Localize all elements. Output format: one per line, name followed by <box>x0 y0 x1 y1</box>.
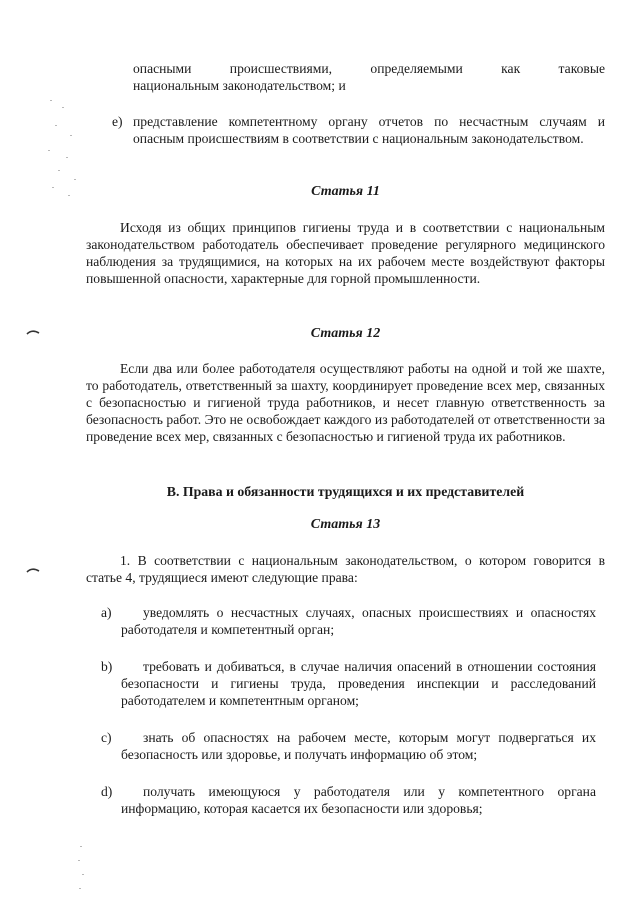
item-d-label: d) <box>101 784 113 799</box>
article-12-heading: Статья 12 <box>310 326 381 341</box>
intro-line-1: опасными происшествиями, определяемыми как таковые <box>133 61 605 76</box>
item-e-label: e) <box>112 114 123 129</box>
item-b-text: требовать и добиваться, в случае наличия опасений в отношении состояния безопасности и гигиены труда, проведения инспекции и расследований работодателем и компетентным органом; <box>121 659 596 708</box>
scan-noise <box>40 840 90 900</box>
item-e-text: представление компетентному органу отчетов по несчастным случаям и опасным происшествиям в соответствии с национальным законодательством. <box>133 114 605 146</box>
item-d-text: получать имеющуюся у работодателя или у компетентного органа информацию, которая касается их безопасности или здоровья; <box>121 784 596 816</box>
item-a-label: a) <box>101 605 112 620</box>
item-c-text: знать об опасностях на рабочем месте, которым могут подвергаться их безопасность или здоровье, и получать информацию об этом; <box>121 730 596 762</box>
intro-line-2: национальным законодательством; и <box>133 78 346 93</box>
item-a-text: уведомлять о несчастных случаях, опасных происшествиях и опасностях работодателя и компетентный орган; <box>121 605 596 637</box>
article-13-intro: 1. В соответствии с национальным законодательством, о котором говорится в статье 4, трудящиеся имеют следующие права: <box>86 553 605 585</box>
item-b-label: b) <box>101 659 113 674</box>
hole-punch-mark <box>26 566 40 574</box>
article-12-text: Если два или более работодателя осуществляют работы на одной и той же шахте, то работодатель, ответственный за шахту, координирует проведение всех мер, связанных с безопасностью и гигиеной труда работников, и несет главную ответственность за безопасность работ. Это не освобождает каждого из работодателей от ответственности за проведение всех мер, связанных с безопасностью и гигиеной труда их работников. <box>86 361 605 444</box>
section-b-heading: B. Права и обязанности трудящихся и их представителей <box>166 484 525 499</box>
scan-noise <box>40 95 90 205</box>
item-c-label: c) <box>101 730 112 745</box>
article-11-heading: Статья 11 <box>311 184 380 199</box>
hole-punch-mark <box>26 328 40 336</box>
article-11-text: Исходя из общих принципов гигиены труда и в соответствии с национальным законодательством работодатель обеспечивает проведение регулярного медицинского наблюдения за трудящимися, на которых на их рабочем месте воздействуют факторы повышенной опасности, характерные для горной промышленности. <box>86 220 605 286</box>
article-13-heading: Статья 13 <box>310 517 381 532</box>
